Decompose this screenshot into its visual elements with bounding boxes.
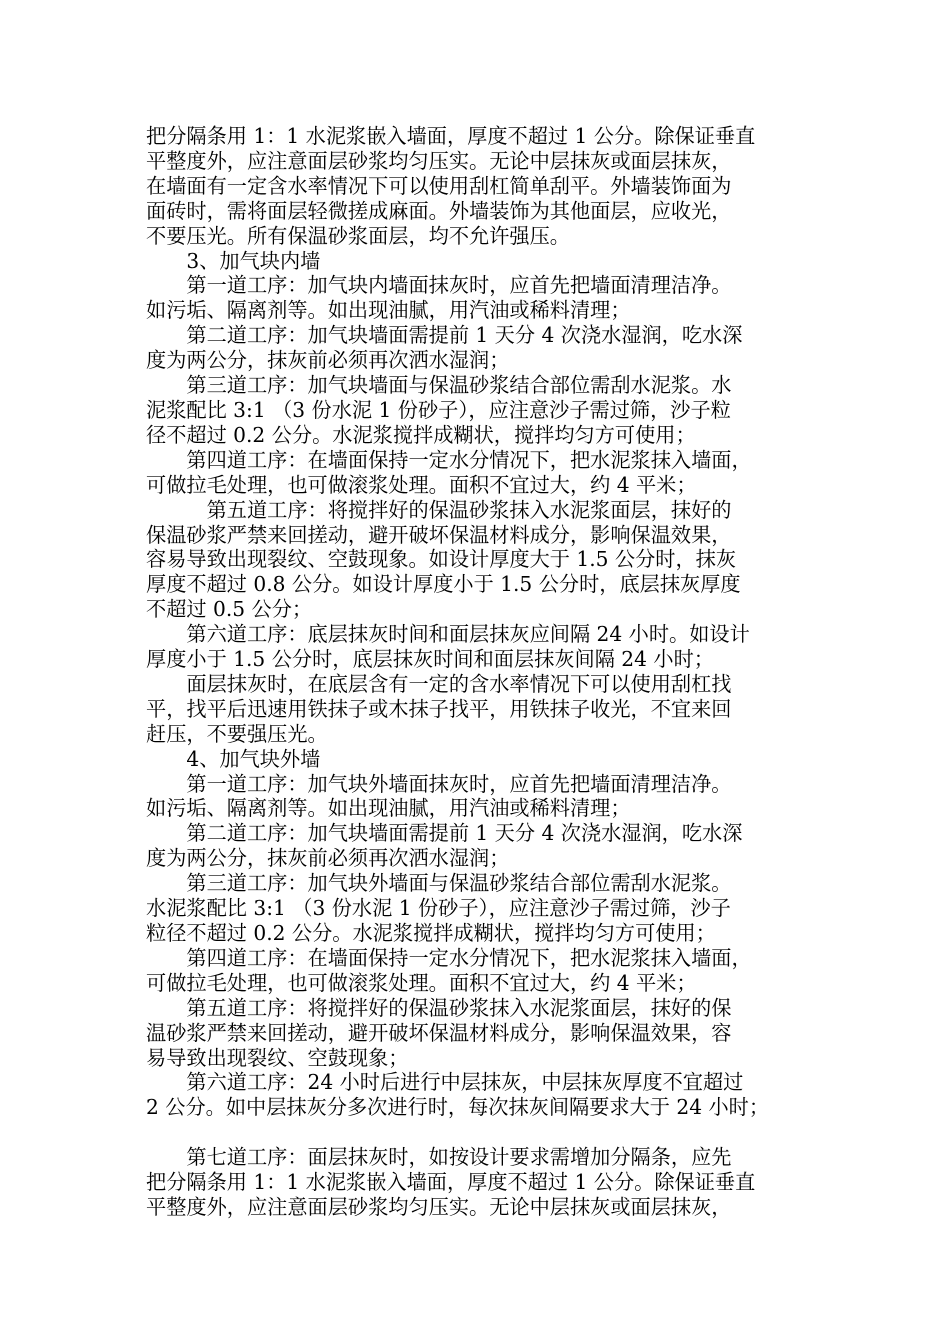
document-body: [146, 124, 806, 1220]
text-line: 易导致出现裂纹、空鼓现象；: [146, 1045, 409, 1070]
text-line: 平整度外，应注意面层砂浆均匀压实。无论中层抹灰或面层抹灰，: [146, 1194, 732, 1219]
text-line: 不要压光。所有保温砂浆面层，均不允许强压。: [146, 223, 570, 248]
text-line: 面层抹灰时，在底层含有一定的含水率情况下可以使用刮杠找: [146, 671, 732, 696]
text-line: 赶压，不要强压光。: [146, 721, 328, 746]
text-line: 第四道工序：在墙面保持一定水分情况下，把水泥浆抹入墙面，: [146, 447, 752, 472]
text-line: 把分隔条用 1：1 水泥浆嵌入墙面，厚度不超过 1 公分。除保证垂直: [146, 1170, 756, 1195]
text-line: 保温砂浆严禁来回搓动，避开破坏保温材料成分，影响保温效果，: [146, 522, 732, 547]
text-line: 平整度外，应注意面层砂浆均匀压实。无论中层抹灰或面层抹灰，: [146, 148, 732, 173]
text-line: 如污垢、隔离剂等。如出现油腻，用汽油或稀料清理；: [146, 796, 631, 821]
text-line: 第五道工序：将搅拌好的保温砂浆抹入水泥浆面层，抹好的: [146, 497, 732, 522]
text-line: 在墙面有一定含水率情况下可以使用刮杠简单刮平。外墙装饰面为: [146, 173, 732, 198]
text-line: 厚度不超过 0.8 公分。如设计厚度小于 1.5 公分时，底层抹灰厚度: [146, 572, 741, 597]
text-line: 水泥浆配比 3:1 （3 份水泥 1 份砂子），应注意沙子需过筛，沙子: [146, 896, 731, 921]
text-line: 第三道工序：加气块外墙面与保温砂浆结合部位需刮水泥浆。: [146, 871, 732, 896]
blank-line: [146, 1120, 806, 1145]
text-line: 平，找平后迅速用铁抹子或木抹子找平，用铁抹子收光，不宜来回: [146, 696, 732, 721]
text-line: 第五道工序：将搅拌好的保温砂浆抹入水泥浆面层，抹好的保: [146, 995, 732, 1020]
text-line: 如污垢、隔离剂等。如出现油腻，用汽油或稀料清理；: [146, 298, 631, 323]
text-line: 4、加气块外墙: [146, 746, 321, 771]
text-line: 度为两公分，抹灰前必须再次洒水湿润；: [146, 348, 510, 373]
text-line: 第一道工序：加气块外墙面抹灰时，应首先把墙面清理洁净。: [146, 771, 732, 796]
text-line: 第六道工序：24 小时后进行中层抹灰，中层抹灰厚度不宜超过: [146, 1070, 744, 1095]
text-line: 第二道工序：加气块墙面需提前 1 天分 4 次浇水湿润，吃水深: [146, 323, 743, 348]
text-line: 第四道工序：在墙面保持一定水分情况下，把水泥浆抹入墙面，: [146, 945, 752, 970]
text-line: 厚度小于 1.5 公分时，底层抹灰时间和面层抹灰间隔 24 小时；: [146, 647, 714, 672]
text-line: 度为两公分，抹灰前必须再次洒水湿润；: [146, 846, 510, 871]
text-line: 不超过 0.5 公分；: [146, 597, 313, 622]
text-line: 第七道工序：面层抹灰时，如按设计要求需增加分隔条，应先: [146, 1145, 732, 1170]
text-line: 第一道工序：加气块内墙面抹灰时，应首先把墙面清理洁净。: [146, 273, 732, 298]
text-line: 2 公分。如中层抹灰分多次进行时，每次抹灰间隔要求大于 24 小时；: [146, 1095, 770, 1120]
text-line: 面砖时，需将面层轻微搓成麻面。外墙装饰为其他面层，应收光，: [146, 198, 732, 223]
text-line: 粒径不超过 0.2 公分。水泥浆搅拌成糊状，搅拌均匀方可使用；: [146, 921, 716, 945]
text-line: 可做拉毛处理，也可做滚浆处理。面积不宜过大，约 4 平米；: [146, 970, 697, 995]
text-line: 第三道工序：加气块墙面与保温砂浆结合部位需刮水泥浆。水: [146, 373, 732, 398]
text-line: 容易导致出现裂纹、空鼓现象。如设计厚度大于 1.5 公分时，抹灰: [146, 547, 737, 572]
text-line: 泥浆配比 3:1 （3 份水泥 1 份砂子），应注意沙子需过筛，沙子粒: [146, 397, 731, 422]
text-line: 温砂浆严禁来回搓动，避开破坏保温材料成分，影响保温效果，容: [146, 1020, 732, 1045]
text-line: 可做拉毛处理，也可做滚浆处理。面积不宜过大，约 4 平米；: [146, 472, 697, 497]
text-line: 第二道工序：加气块墙面需提前 1 天分 4 次浇水湿润，吃水深: [146, 821, 743, 846]
text-line: 第六道工序：底层抹灰时间和面层抹灰应间隔 24 小时。如设计: [146, 622, 750, 647]
text-line: 径不超过 0.2 公分。水泥浆搅拌成糊状，搅拌均匀方可使用；: [146, 422, 696, 447]
text-line: 3、加气块内墙: [146, 248, 321, 273]
text-line: 把分隔条用 1：1 水泥浆嵌入墙面，厚度不超过 1 公分。除保证垂直: [146, 124, 756, 148]
